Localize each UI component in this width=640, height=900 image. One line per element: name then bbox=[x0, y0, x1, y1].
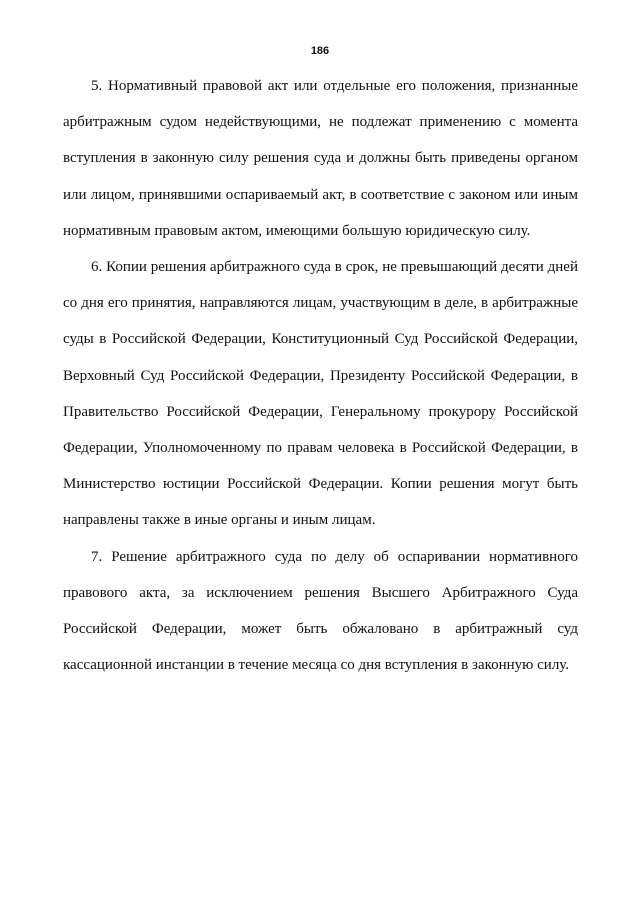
paragraph-7: 7. Решение арбитражного суда по делу об оспаривании нормативного правового акта, за исключением решения Высшего Арбитражного Суда Российской Федерации, может быть обжаловано в арбитражный суд кассационной инстанции в течение месяца со дня вступления в законную силу. bbox=[63, 548, 578, 674]
page-number: 186 bbox=[310, 45, 330, 57]
paragraph-5: 5. Нормативный правовой акт или отдельные его положения, признанные арбитражным судом недействующими, не подлежат применению с момента вступления в законную силу решения суда и должны быть приведены органом или лицом, принявшими оспариваемый акт, в соответствие с законом или иным нормативным правовым актом, имеющими большую юридическую силу. bbox=[63, 78, 578, 239]
paragraph-6: 6. Копии решения арбитражного суда в срок, не превышающий десяти дней со дня его принятия, направляются лицам, участвующим в деле, в арбитражные суды в Российской Федерации, Конституционный Суд Российской Федерации, Верховный Суд Российской Федерации, Президенту Российской Федерации, в Правительство Российской Федерации, Генеральному прокурору Российской Федерации, Уполномоченному по правам человека в Российской Федерации, в Министерство юстиции Российской Федерации. Копии решения могут быть направлены также в иные органы и иным лицам. bbox=[63, 259, 578, 529]
document-body bbox=[63, 68, 578, 683]
